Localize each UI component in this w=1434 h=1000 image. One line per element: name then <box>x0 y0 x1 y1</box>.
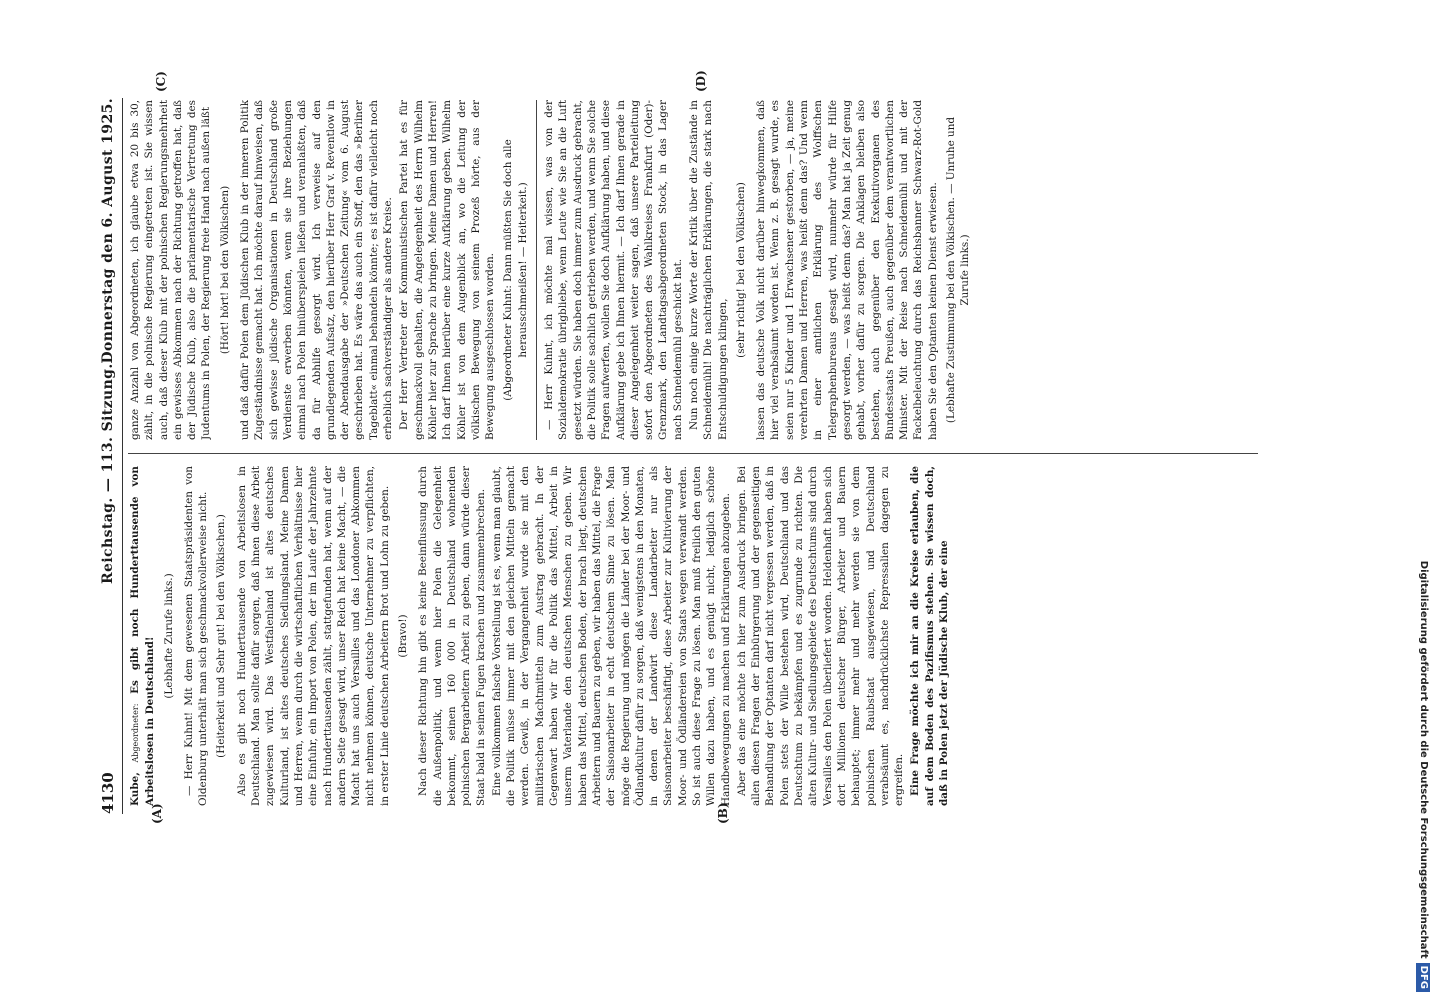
paragraph: Der Herr Vertreter der Kommunistischen Partei hat es für geschmackvoll gehalten, die Angelegenheit des Herrn Wilhelm Köhler hier zur Sprache zu bringen. Meine Damen und Herren! Ich darf Ihnen hierüber eine kurze Aufklärung geben. Wilhelm Köhler ist von dem Augenblick an, wo die Leitung der völkischen Bewegung von seinem Prozeß hörte, aus der Bewegung ausgeschlossen worden. <box>398 100 497 440</box>
interjection: (sehr richtig! bei den Völkischen) <box>734 182 747 358</box>
margin-letter-b: (B) <box>716 802 730 824</box>
session-date: Donnerstag den 6. August 1925. <box>100 98 116 364</box>
paragraph: Nun noch einige kurze Worte der Kritik über die Zustände in Schneidemühl! Die nachträglichen Erklärungen, die stark nach Entschuldigungen klingen, <box>687 100 729 440</box>
running-title: Reichstag. — 113. Sitzung. <box>100 363 116 584</box>
header-rule <box>122 98 123 814</box>
paragraph: Nach dieser Richtung hin gibt es keine Beeinflussung durch die Außenpolitik, und wenn hier Polen die Gelegenheit bekommt, seinen 160 000 in Deutschland wohnenden polnischen Bergarbeitern Arbeit zu geben, dann würde dieser Staat bald in seinen Fugen krachen und zusammenbrechen. <box>417 466 487 806</box>
interjection: (Heiterkeit und Sehr gut! bei den Völkischen.) <box>215 514 228 758</box>
speech-opening <box>128 466 158 806</box>
interjection: (Hört! hört! bei den Völkischen) <box>218 185 231 355</box>
page-header <box>96 98 120 814</box>
section-rule <box>536 100 537 440</box>
paragraph: lassen das deutsche Volk nicht darüber hinwegkommen, daß hier viel verabsäumt worden ist. Wenn z. B. gesagt wurde, es seien nur 5 Kinder und 1 Erwachsener gestorben, — ja, meine verehrten Damen und Herren, was heißt denn das? Und wenn in einer amtlichen Erklärung des Wolffschen Telegraphenbureaus gesagt wird, nunmehr würde für Hilfe gesorgt werden, — was heißt denn das? Man hat ja Zeit genug gehabt, vorher dafür zu sorgen. Die Anklagen bleiben also bestehen, auch gegenüber den Exekutivorganen des Bundesstaats Preußen, auch gegenüber dem verantwortlichen Minister. Mit der Reise nach Schneidemühl und mit der Fackelbeleuchtung durch das Reichsbanner Schwarz-Rot-Gold haben Sie den Optanten keinen Dienst erwiesen. <box>755 100 939 440</box>
column-divider <box>128 453 1258 454</box>
paragraph: Es gibt noch Hunderttausende von Arbeitslosen in Deutschland! <box>129 466 157 806</box>
paragraph: — Herr Kuhnt! Mit dem gewesenen Staatspräsidenten von Oldenburg unterhält man sich geschmackvollerweise nicht. <box>182 466 210 806</box>
interjection: (Lebhafte Zustimmung bei den Völkischen. — Unruhe und Zurufe links.) <box>945 116 972 424</box>
interjection: (Bravo!) <box>397 614 410 658</box>
dfg-logo: DFG <box>1416 963 1430 992</box>
speaker-name: Kube, <box>129 772 141 806</box>
margin-letter-c: (C) <box>154 71 168 92</box>
paragraph: Eine Frage möchte ich mir an die Kreise erlauben, die auf dem Boden des Pazifismus stehen. Sie wissen doch, daß in Polen jetzt der Jüdische Klub, der eine <box>909 466 951 806</box>
left-column <box>128 466 1262 806</box>
paragraph: und daß dafür Polen dem Jüdischen Klub in der inneren Politik Zugeständnisse gemacht hat. Ich möchte darauf hinweisen, daß sich gewisse jüdische Organisationen in Deutschland große Verdienste erwerben könnten, wenn sie ihre Beziehungen einmal nach Polen hinüberspielen ließen und veranlaßten, daß da für Abhilfe gesorgt wird. Ich verweise auf den grundlegenden Aufsatz, den hierüber Herr Graf v. Reventlow in der Abendausgabe der »Deutschen Zeitung« vom 6. August geschrieben hat. Es wäre das auch ein Stoff, den das »Berliner Tageblatt« einmal behandeln könnte; es ist dafür vielleicht noch erheblich sachverständiger als andere Kreise. <box>239 100 395 440</box>
credit-text: Digitalisierung gefördert durch die Deutsche Forschungsgemeinschaft <box>1418 560 1429 959</box>
paragraph: Also es gibt noch Hunderttausende von Arbeitslosen in Deutschland. Man sollte dafür sorgen, daß ihnen diese Arbeit zugewiesen wird. Das Westfalenland ist altes deutsches Kulturland, ist altes deutsches Siedlungsland. Meine Damen und Herren, wenn durch die wirtschaftlichen Verhältnisse hier eine Einfuhr, ein Import von Polen, der im Laufe der Jahrzehnte nach Hunderttausenden zählt, stattgefunden hat, wenn auf der andern Seite gesagt wird, unser Reich hat keine Macht, — die Macht hat uns auch Versailles und das Londoner Abkommen nicht nehmen können, deutsche Unternehmer zu verpflichten, in erster Linie deutschen Arbeitern Brot und Lohn zu geben. <box>235 466 391 806</box>
page-number: 4130 <box>99 772 117 814</box>
paragraph: Aber das eine möchte ich hier zum Ausdruck bringen. Bei allen diesen Fragen der Einbürgerung und der gegenseitigen Behandlung der Optanten darf nicht vergessen werden, daß in Polen stets der Wille bestehen wird, Deutschland und das Deutschtum zu bekämpfen und es zugrunde zu richten. Die alten Kultur- und Siedlungsgebiete des Deutschtums sind durch Versailles den Polen überliefert worden. Heldenhaft haben sich dort Millionen deutscher Bürger, Arbeiter und Bauern behauptet; immer mehr und mehr werden sie von dem polnischen Raubstaat ausgewiesen, und Deutschland verabsäumt es, nachdrücklichste Repressalien dagegen zu ergreifen. <box>735 466 906 806</box>
interjection: (Lebhafte Zurufe links.) <box>162 573 175 699</box>
right-column <box>128 100 1262 440</box>
paragraph: Eine vollkommen falsche Vorstellung ist es, wenn man glaubt, die Politik müsse immer mit den gleichen Mitteln gemacht werden. Gewiß, in der Vergangenheit wurde sie mit den militärischen Machtmitteln zum Austrag gebracht. In der Gegenwart haben wir für die Politik das Mittel, Arbeit in unserm Vaterlande den deutschen Menschen zu geben. Wir haben das Mittel, deutschen Boden, der brach liegt, deutschen Arbeitern und Bauern zu geben, wir haben das Mittel, die Frage der Saisonarbeiter in echt deutschem Sinne zu lösen. Man möge die Regierung und mögen die Länder bei der Moor- und Ödlandkultur dafür zu sorgen, daß wenigstens in den Monaten, in denen der Landwirt diese Landarbeiter nur als Saisonarbeiter beschäftigt, diese Arbeiter zur Kultivierung der Moor- und Ödländereien von Staats wegen verwandt werden. So ist auch diese Frage zu lösen. Man muß freilich den guten Willen dazu haben, und es genügt nicht, lediglich schöne Handbewegungen zu machen und Erklärungen abzugeben. <box>490 466 732 806</box>
margin-letter-d: (D) <box>694 70 708 92</box>
funding-credit <box>1416 8 1430 992</box>
paragraph: — Herr Kuhnt, ich möchte mal wissen, was von der Sozialdemokratie übrigbliebe, wenn Leute wie Sie an die Luft gesetzt würden. Sie haben doch immer zum Ausdruck gebracht, die Politik solle sachlich getrieben werden, und wenn Sie solche Fragen aufwerfen, wollen Sie doch Aufklärung haben, und diese Aufklärung gebe ich Ihnen hiermit. — Ich darf Ihnen gerade in dieser Angelegenheit weiter sagen, daß unsere Parteileitung sofort den Abgeordneten des Wahlkreises Frankfurt (Oder)-Grenzmark, den Landtagsabgeordneten Stock, in das Lager nach Schneidemühl geschickt hat. <box>543 100 684 440</box>
margin-letter-a: (A) <box>150 803 164 824</box>
interjection: (Abgeordneter Kuhnt: Dann müßten Sie doch alle herausschmeißen! — Heiterkeit.) <box>502 139 529 401</box>
paragraph: ganze Anzahl von Abgeordneten, ich glaube etwa 20 bis 30, zählt, in die polnische Regierung eingetreten ist. Sie wissen auch, daß dieser Klub mit der polnischen Regierungsmehrheit ein gewisses Abkommen nach der Richtung getroffen hat, daß der Jüdische Klub, also die parlamentarische Vertretung des Judentums in Polen, der Regierung freie Hand nach außen läßt <box>129 100 213 440</box>
speaker-role: Abgeordneter: <box>131 703 140 763</box>
